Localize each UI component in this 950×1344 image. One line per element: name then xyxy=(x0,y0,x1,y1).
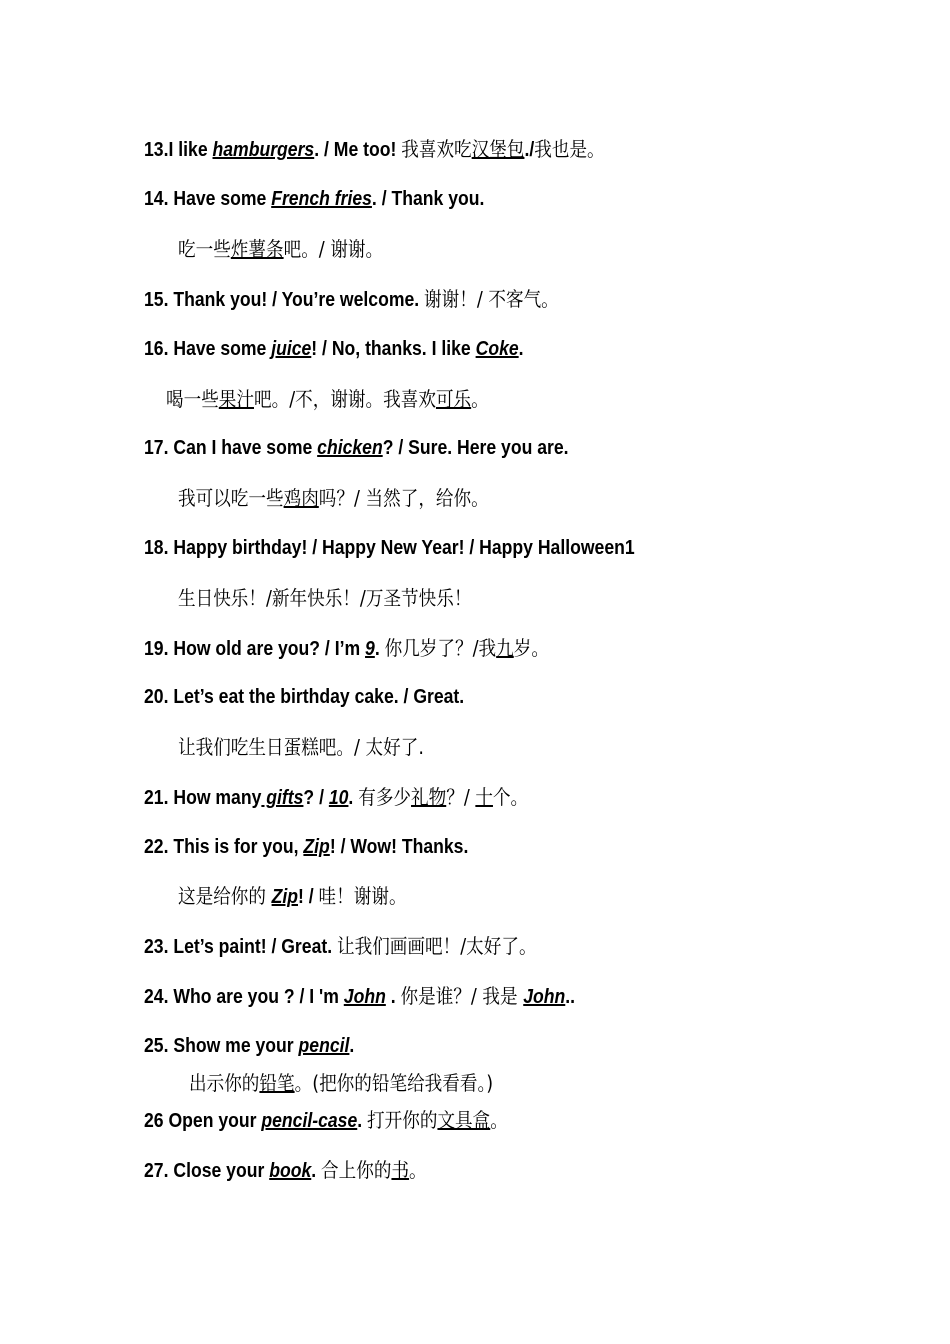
english-text: 14. Have some xyxy=(144,188,272,210)
english-text: ? / Sure. Here you are. xyxy=(382,437,569,459)
chinese-text: 让我们吃生日蛋糕吧。/ 太好了. xyxy=(178,735,424,759)
translation-line-16 xyxy=(166,387,489,412)
chinese-text: 。 xyxy=(409,1158,427,1182)
phrase-line-24 xyxy=(144,984,575,1009)
keyword-underlined: 10 xyxy=(328,787,349,809)
english-text: ? / xyxy=(303,787,329,809)
english-text: . xyxy=(357,1110,368,1132)
chinese-text: 谢谢！/ 不客气。 xyxy=(424,287,559,311)
phrase-line-22 xyxy=(144,835,468,859)
chinese-text: 你几岁了？/我 xyxy=(384,636,497,660)
chinese-text: 吧。/不，谢谢。我喜欢 xyxy=(254,387,436,411)
english-text: . / Thank you. xyxy=(371,188,485,210)
chinese-text: 吃一些 xyxy=(178,237,231,261)
chinese-text: 我喜欢吃 xyxy=(401,137,472,161)
phrase-line-15 xyxy=(144,287,559,312)
english-text: ! / Wow! Thanks. xyxy=(329,836,469,858)
phrase-line-13 xyxy=(144,137,605,162)
keyword-underlined: Zip xyxy=(271,886,298,908)
keyword-underlined: 文具盒 xyxy=(437,1108,491,1132)
english-text: . xyxy=(385,986,401,1008)
english-text: . xyxy=(311,1160,322,1182)
chinese-text: 哇！谢谢。 xyxy=(318,884,407,908)
english-text: ! / No, thanks. I like xyxy=(311,338,476,360)
chinese-text: 打开你的 xyxy=(367,1108,438,1132)
english-text: . xyxy=(348,787,359,809)
chinese-text: 喝一些 xyxy=(166,387,219,411)
keyword-underlined: 十 xyxy=(475,785,493,809)
keyword-underlined: 9 xyxy=(365,638,375,660)
keyword-underlined: 鸡肉 xyxy=(283,486,319,510)
chinese-text: 。(把你的铅笔给我看看。) xyxy=(294,1071,494,1095)
english-text: 24. Who are you ? / I 'm xyxy=(144,986,344,1008)
phrase-line-14 xyxy=(144,187,484,211)
keyword-underlined: John xyxy=(343,986,386,1008)
phrase-line-27 xyxy=(144,1158,427,1183)
keyword-underlined: book xyxy=(269,1160,312,1182)
chinese-text: ？/ xyxy=(446,785,476,809)
english-text: 17. Can I have some xyxy=(144,437,318,459)
english-text: 25. Show me your xyxy=(144,1035,299,1057)
english-text: 20. Let’s eat the birthday cake. / Great. xyxy=(144,686,465,708)
english-text: 13.I like xyxy=(144,139,213,161)
chinese-text: 出示你的 xyxy=(189,1071,260,1095)
keyword-underlined: Coke xyxy=(475,338,519,360)
chinese-text: 吗？/ 当然了，给你。 xyxy=(318,486,489,510)
keyword-underlined: 九 xyxy=(496,636,514,660)
translation-line-25 xyxy=(189,1071,493,1096)
phrase-line-18 xyxy=(144,536,635,560)
english-text: 18. Happy birthday! / Happy New Year! / Happy Halloween1 xyxy=(144,537,635,559)
translation-line-17 xyxy=(178,486,489,511)
chinese-text: 。 xyxy=(490,1108,508,1132)
chinese-text: 我可以吃一些 xyxy=(178,486,284,510)
phrase-line-26 xyxy=(144,1108,508,1133)
chinese-text: 岁。 xyxy=(513,636,549,660)
chinese-text: 吧。/ 谢谢。 xyxy=(283,237,384,261)
chinese-text: 。 xyxy=(471,387,489,411)
keyword-underlined: French fries xyxy=(271,188,372,210)
keyword-underlined: 炸薯条 xyxy=(230,237,284,261)
translation-line-18 xyxy=(178,586,471,611)
phrase-line-20 xyxy=(144,685,464,709)
chinese-text: 这是给你的 xyxy=(178,884,272,908)
english-text: 16. Have some xyxy=(144,338,272,360)
chinese-text: 个。 xyxy=(492,785,529,809)
keyword-underlined: 汉堡包 xyxy=(471,137,525,161)
keyword-underlined: pencil xyxy=(298,1035,350,1057)
phrase-line-25 xyxy=(144,1034,354,1058)
keyword-underlined: 书 xyxy=(391,1158,410,1182)
chinese-text: 有多少 xyxy=(358,785,412,809)
english-text: . xyxy=(374,638,385,660)
chinese-text: 合上你的 xyxy=(321,1158,392,1182)
keyword-underlined: 礼物 xyxy=(411,785,447,809)
keyword-underlined: pencil-case xyxy=(261,1110,358,1132)
translation-line-14 xyxy=(178,237,383,262)
english-text: 19. How old are you? / I’m xyxy=(144,638,366,660)
phrase-line-17 xyxy=(144,436,569,460)
keyword-underlined: hamburgers xyxy=(212,139,315,161)
chinese-text: 让我们画画吧！/太好了。 xyxy=(337,934,537,958)
translation-line-22 xyxy=(178,884,407,909)
keyword-underlined: chicken xyxy=(317,437,383,459)
chinese-text: 你是谁？/ 我是 xyxy=(400,984,524,1008)
keyword-underlined: juice xyxy=(271,338,312,360)
keyword-underlined: 可乐 xyxy=(435,387,472,411)
phrase-line-21 xyxy=(144,785,528,810)
english-text: 27. Close your xyxy=(144,1160,270,1182)
english-text: . xyxy=(349,1035,355,1057)
english-text: 23. Let’s paint! / Great. xyxy=(144,936,338,958)
english-text: 26 Open your xyxy=(144,1110,262,1132)
phrase-line-16 xyxy=(144,337,524,361)
english-text: ./ xyxy=(524,139,535,161)
phrase-line-19 xyxy=(144,636,549,661)
english-text: ! / xyxy=(297,886,319,908)
keyword-underlined: Zip xyxy=(303,836,330,858)
english-text: 21. How many xyxy=(144,787,262,809)
english-text: 22. This is for you, xyxy=(144,836,304,858)
phrase-line-23 xyxy=(144,934,537,959)
keyword-underlined: 果汁 xyxy=(218,387,254,411)
keyword-underlined: 铅笔 xyxy=(259,1071,295,1095)
keyword-underlined: gifts xyxy=(261,787,304,809)
english-text: . / Me too! xyxy=(314,139,402,161)
chinese-text: 生日快乐！/新年快乐！/万圣节快乐！ xyxy=(178,586,472,610)
translation-line-20 xyxy=(178,735,424,760)
chinese-text: 我也是。 xyxy=(534,137,605,161)
keyword-underlined: John xyxy=(523,986,566,1008)
english-text: .. xyxy=(565,986,576,1008)
english-text: 15. Thank you! / You’re welcome. xyxy=(144,289,425,311)
english-text: . xyxy=(518,338,524,360)
